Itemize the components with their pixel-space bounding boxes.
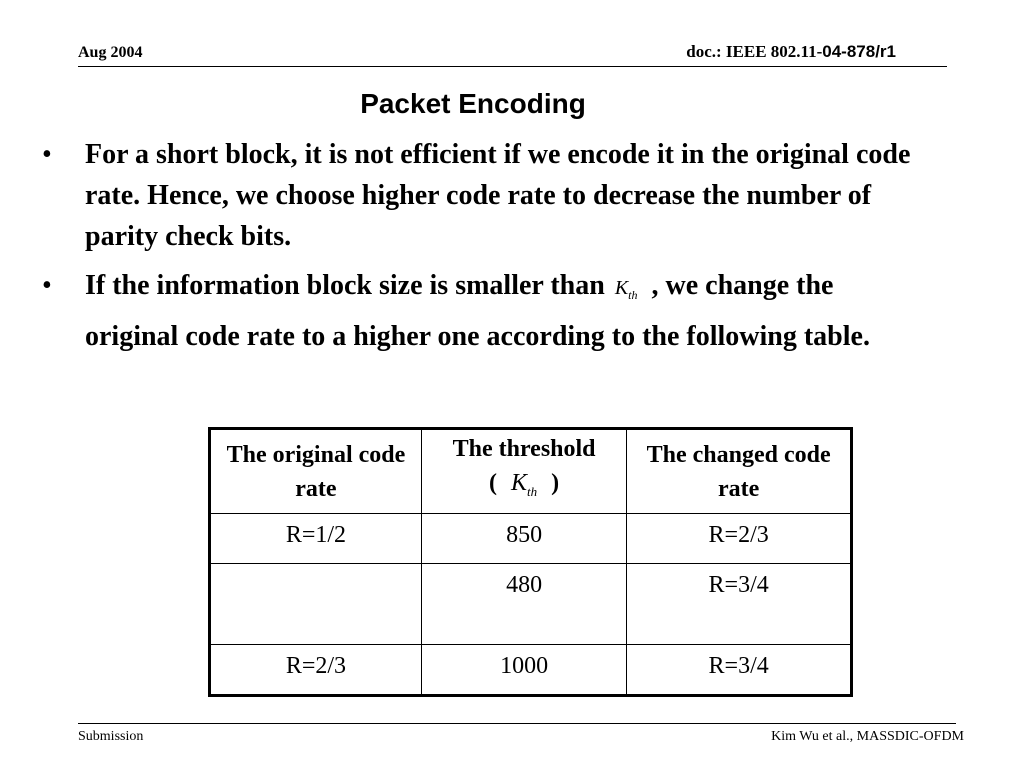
header-date: Aug 2004 bbox=[78, 44, 143, 61]
table-row bbox=[210, 563, 852, 645]
table-cell: R=3/4 bbox=[627, 645, 852, 696]
bullet-list bbox=[42, 134, 922, 365]
table-cell: 480 bbox=[421, 563, 626, 645]
code-rate-table bbox=[208, 427, 853, 697]
footer-submission: Submission bbox=[78, 729, 144, 744]
bullet-glyph: • bbox=[42, 139, 52, 170]
table-row bbox=[210, 645, 852, 696]
table-row bbox=[210, 513, 852, 563]
paren-open: ( bbox=[489, 470, 497, 496]
table-cell: R=1/2 bbox=[210, 513, 422, 563]
header-divider bbox=[78, 66, 947, 67]
header-doc-id bbox=[686, 42, 896, 62]
footer-authors: Kim Wu et al., MASSDIC-OFDM bbox=[771, 729, 964, 744]
bullet-text-after: , we change the original code rate to a higher one according to the following table. bbox=[85, 270, 870, 352]
symbol-letter: K bbox=[614, 277, 629, 299]
symbol-subscript: th bbox=[628, 288, 638, 302]
doc-id-suffix: 04-878/r1 bbox=[822, 42, 896, 61]
table-cell: R=2/3 bbox=[210, 645, 422, 696]
bullet-text-before: If the information block size is smaller than bbox=[85, 270, 605, 301]
table-cell: R=2/3 bbox=[627, 513, 852, 563]
header-threshold bbox=[421, 429, 626, 514]
bullet-glyph: • bbox=[42, 270, 52, 301]
symbol-letter: K bbox=[511, 470, 528, 496]
slide-title: Packet Encoding bbox=[360, 88, 586, 119]
threshold-label: The threshold bbox=[452, 436, 596, 462]
table-cell bbox=[210, 563, 422, 645]
symbol-subscript: th bbox=[527, 483, 538, 499]
threshold-symbol bbox=[426, 466, 622, 509]
bullet-text: For a short block, it is not efficient if we encode it in the original code rate. Hence, we choose higher code rate to decrease the number of parity check bits. bbox=[85, 139, 911, 252]
bullet-item bbox=[42, 265, 922, 357]
table-cell: 850 bbox=[421, 513, 626, 563]
doc-id-prefix: doc.: IEEE 802.11- bbox=[686, 42, 823, 61]
header-original-rate: The original code rate bbox=[210, 429, 422, 514]
table-header-row bbox=[210, 429, 852, 514]
table-cell: R=3/4 bbox=[627, 563, 852, 645]
table-cell: 1000 bbox=[421, 645, 626, 696]
k-th-symbol bbox=[605, 277, 652, 302]
paren-close: ) bbox=[551, 470, 560, 496]
header-changed-rate: The changed code rate bbox=[627, 429, 852, 514]
k-th-symbol bbox=[497, 470, 551, 499]
footer-divider bbox=[78, 723, 956, 724]
bullet-item bbox=[42, 134, 922, 257]
